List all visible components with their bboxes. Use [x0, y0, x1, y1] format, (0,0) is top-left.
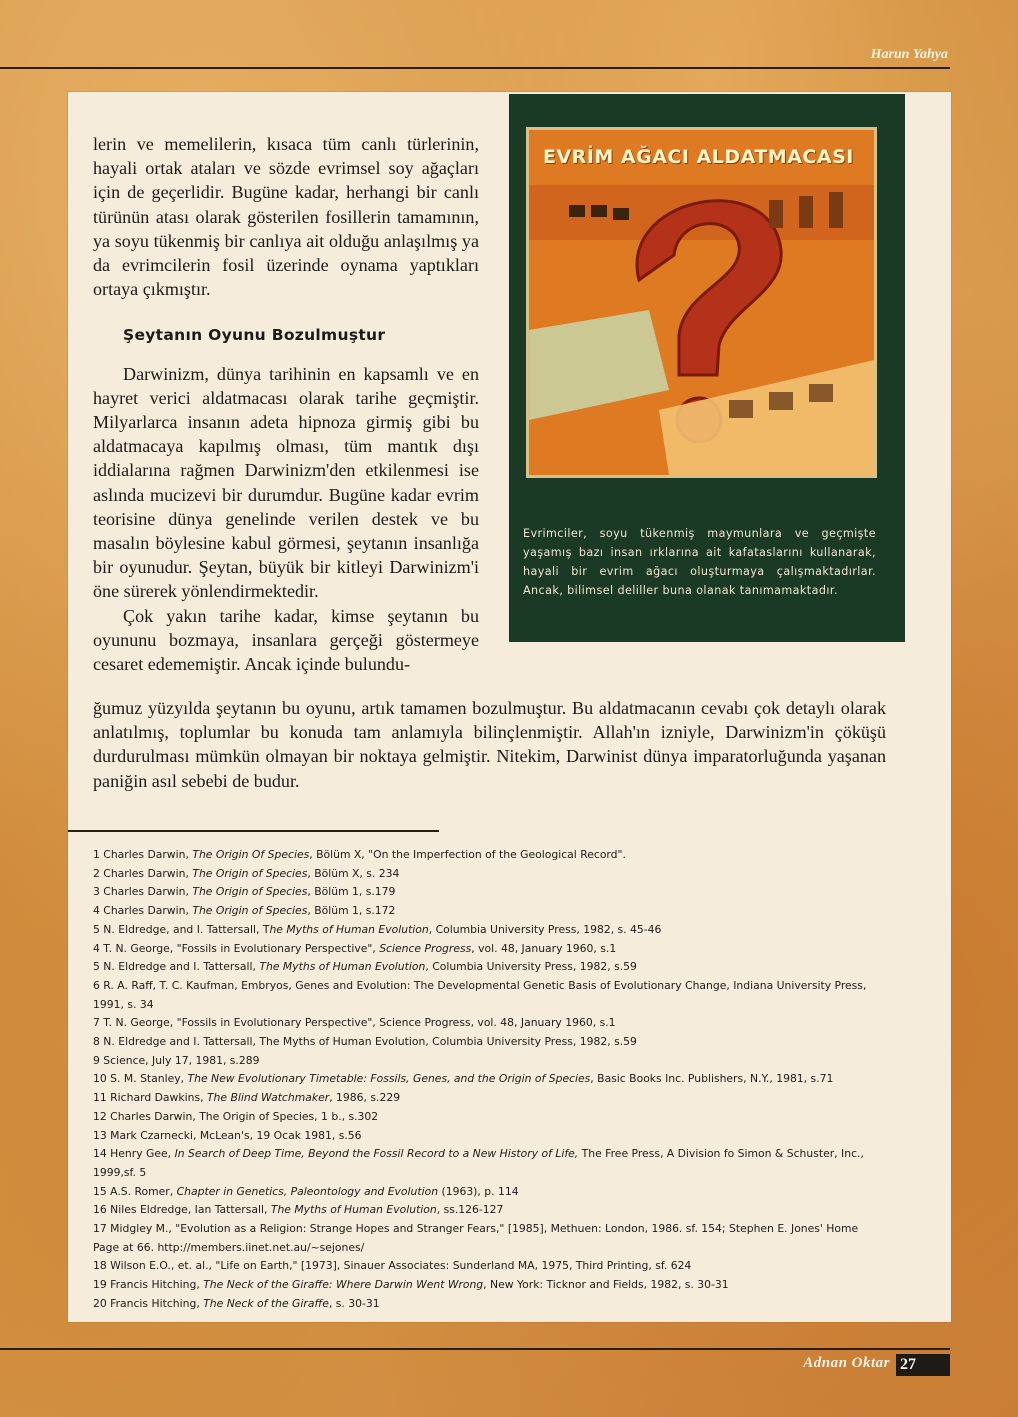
footnote-text: , Columbia University Press, 1982, s. 45-46 — [428, 922, 662, 936]
footnote-text: 5 N. Eldredge, and I. Tattersall, T — [93, 922, 270, 936]
main-text-column — [93, 132, 479, 676]
footnote-text: 4 Charles Darwin, — [93, 904, 193, 918]
footnote-text: 11 Richard Dawkins, — [93, 1091, 207, 1105]
footnote-title: Chapter in Genetics, Paleontology and Evolution — [176, 1184, 439, 1198]
footnote-title: The New Evolutionary Timetable: Fossils, Genes, and the Origin of Species — [187, 1072, 591, 1086]
footnote-title: The Neck of the Giraffe: Where Darwin Went Wrong — [203, 1278, 484, 1292]
footnote-title: he Myths of Human Evolution — [269, 922, 429, 936]
footnote-text: 9 Science, July 17, 1981, s.289 — [93, 1053, 260, 1067]
poster-illustration — [529, 130, 874, 475]
footnote-item — [93, 1033, 886, 1052]
footnote-text: 8 N. Eldredge and I. Tattersall, The Myths of Human Evolution, Columbia University Press, 1982, s.59 — [93, 1035, 637, 1049]
footnote-text: 5 N. Eldredge and I. Tattersall, — [93, 960, 260, 974]
footer-author: Adnan Oktar — [803, 1355, 890, 1371]
footnote-text: , Columbia University Press, 1982, s.59 — [425, 960, 637, 974]
footnote-item — [93, 1014, 886, 1033]
footnote-title: The Myths of Human Evolution — [270, 1203, 437, 1217]
footnote-text: 16 Niles Eldredge, Ian Tattersall, — [93, 1203, 271, 1217]
footnote-text: , Basic Books Inc. Publishers, N.Y., 1981, s.71 — [590, 1072, 834, 1086]
paragraph-3-continuation: ğumuz yüzyılda şeytanın bu oyunu, artık tamamen bozulmuştur. Bu aldatmacanın cevabı çok detaylı olarak anlatılmış, toplumlar bu konuda tam anlamıyla bilinçlenmiştir. Allah'ın izniyle, Darwinizm'in çöküşü durdurulması mümkün olmayan bir noktaya gelmiştir. Nitekim, Darwinist dünya imparatorluğunda yaşanan paniğin asıl sebebi de budur. — [93, 698, 886, 791]
footnote-text: 14 Henry Gee, — [93, 1147, 175, 1161]
footnote-item — [93, 846, 886, 865]
paragraph-2: Darwinizm, dünya tarihinin en kapsamlı ve en hayret verici aldatmacası olarak tarihe geçmiştir. Milyarlarca insanın adeta hipnoza girmiş gibi bu aldatmacaya kapılmış olması, tüm mantık dışı iddialarına rağmen Darwinizm'den etkilenmesi ise aslında mucizevi bir durumdur. Bugüne kadar evrim teorisine dünya genelinde verilen destek ve bu masalın böylesine kabul görmesi, şeytanın insanlığa bir oyunudur. Şeytan, büyük bir kitleyi Darwinizm'i öne sürerek yönlendirmektedir. — [93, 363, 479, 602]
footnote-item — [93, 1295, 886, 1314]
footnote-text: 6 R. A. Raff, T. C. Kaufman, Embryos, Genes and Evolution: The Developmental Genetic Basis of Evolutionary Change, Indiana University Press, 1991, s. 34 — [93, 978, 867, 1011]
footnote-rule — [68, 830, 439, 832]
footnote-item — [93, 1127, 886, 1146]
footnote-text: 10 S. M. Stanley, — [93, 1072, 188, 1086]
footnote-item — [93, 1070, 886, 1089]
footnote-title: The Origin of Species — [192, 866, 308, 880]
footnote-item — [93, 1201, 886, 1220]
footnote-item — [93, 958, 886, 977]
footnote-text: , Bölüm 1, s.179 — [307, 885, 396, 899]
footnote-text: , Bölüm X, s. 234 — [307, 866, 400, 880]
footnote-item — [93, 1220, 886, 1257]
footnote-item — [93, 1183, 886, 1202]
subheading: Şeytanın Oyunu Bozulmuştur — [123, 326, 386, 345]
page-number: 27 — [896, 1354, 950, 1376]
footnote-title: The Blind Watchmaker — [206, 1091, 330, 1105]
footnote-item — [93, 1052, 886, 1071]
footnote-text: The Free Press, A Division fo Simon & Schuster, Inc., 1999,sf. 5 — [93, 1147, 864, 1179]
footnote-text: (1963), p. 114 — [438, 1184, 519, 1198]
paragraph-1: lerin ve memelilerin, kısaca tüm canlı türlerinin, hayali ortak ataları ve sözde evrimsel soy ağaçları için de geçerlidir. Bugüne kadar, herhangi bir canlı türünün atası olarak gösterilen fosillerin tamamının, ya soyu tükenmiş bir canlıya ait olduğu anlaşılmış ya da evrimcilerin fosil üzerinde oynama yaptıkları ortaya çıkmıştır. — [93, 134, 479, 300]
footnote-text: , 1986, s.229 — [329, 1091, 401, 1105]
footnote-title: The Origin of Species — [192, 885, 308, 899]
footnote-text: 4 T. N. George, "Fossils in Evolutionary Perspective", — [93, 941, 380, 955]
footnote-item — [93, 921, 886, 940]
footnote-text: 12 Charles Darwin, The Origin of Species, 1 b., s.302 — [93, 1109, 379, 1123]
footnote-title: The Origin Of Species — [192, 848, 310, 861]
footnote-item — [93, 1108, 886, 1127]
footnote-item — [93, 1089, 886, 1108]
footnotes-list — [93, 846, 886, 1314]
footnote-text: , vol. 48, January 1960, s.1 — [471, 941, 617, 955]
figure-box — [509, 94, 905, 642]
footnote-item — [93, 865, 886, 884]
footnote-text: , ss.126-127 — [436, 1203, 504, 1217]
footnote-text: , Bölüm X, "On the Imperfection of the Geological Record". — [309, 848, 626, 861]
footnote-text: 18 Wilson E.O., et. al., "Life on Earth," [1973], Sinauer Associates: Sunderland MA, 1975, Third Printing, sf. 624 — [93, 1259, 692, 1273]
footnote-title: The Origin of Species — [192, 904, 308, 918]
footnote-item — [93, 1257, 886, 1276]
footnote-text: 3 Charles Darwin, — [93, 885, 193, 899]
footnote-title: The Neck of the Giraffe — [203, 1296, 329, 1310]
footnote-item — [93, 1276, 886, 1295]
footnote-text: 7 T. N. George, "Fossils in Evolutionary Perspective", Science Progress, vol. 48, January 1960, s.1 — [93, 1016, 616, 1030]
footnote-text: , Bölüm 1, s.172 — [307, 904, 396, 918]
footnote-text: , New York: Ticknor and Fields, 1982, s. 30-31 — [483, 1278, 729, 1292]
footnote-text: 19 Francis Hitching, — [93, 1278, 204, 1292]
footnote-text: 1 Charles Darwin, — [93, 848, 193, 861]
footnote-text: 17 Midgley M., "Evolution as a Religion: Strange Hopes and Stranger Fears," [1985], Methuen: London, 1986. sf. 154; Stephen E. Jones' Home Page at 66. http://members.iinet.net.au/~sejones/ — [93, 1222, 859, 1254]
header-rule — [0, 67, 950, 69]
figure-caption: Evrimciler, soyu tükenmiş maymunlara ve geçmişte yaşamış bazı insan ırklarına ait kafataslarını kullanarak, hayali bir evrim ağacı oluşturmaya çalışmaktadırlar. Ancak, bilimsel deliller buna olanak tanımamaktadır. — [523, 527, 876, 597]
poster-title: EVRİM AĞACI ALDATMACASI — [543, 146, 854, 168]
footnote-title: Science Progress — [379, 941, 472, 955]
footnote-item — [93, 883, 886, 902]
footer-rule — [0, 1348, 950, 1350]
poster-image — [526, 127, 877, 478]
header-author: Harun Yahya — [870, 47, 948, 62]
footnote-title: The Myths of Human Evolution — [259, 960, 426, 974]
footnote-text: 13 Mark Czarnecki, McLean's, 19 Ocak 1981, s.56 — [93, 1128, 362, 1142]
footnote-text: 2 Charles Darwin, — [93, 866, 193, 880]
footnote-item — [93, 1145, 886, 1182]
footnote-text: , s. 30-31 — [328, 1296, 380, 1310]
footnote-item — [93, 940, 886, 959]
footnote-text: 15 A.S. Romer, — [93, 1184, 177, 1198]
footnote-title: In Search of Deep Time, Beyond the Fossil Record to a New History of Life, — [174, 1147, 579, 1161]
paragraph-3-start: Çok yakın tarihe kadar, kimse şeytanın bu oyununu bozmaya, insanlara gerçeği göstermeye cesaret edememiştir. Ancak içinde bulundu- — [93, 605, 479, 675]
footnote-text: 20 Francis Hitching, — [93, 1296, 204, 1310]
footnote-item — [93, 902, 886, 921]
footnote-item — [93, 977, 886, 1014]
